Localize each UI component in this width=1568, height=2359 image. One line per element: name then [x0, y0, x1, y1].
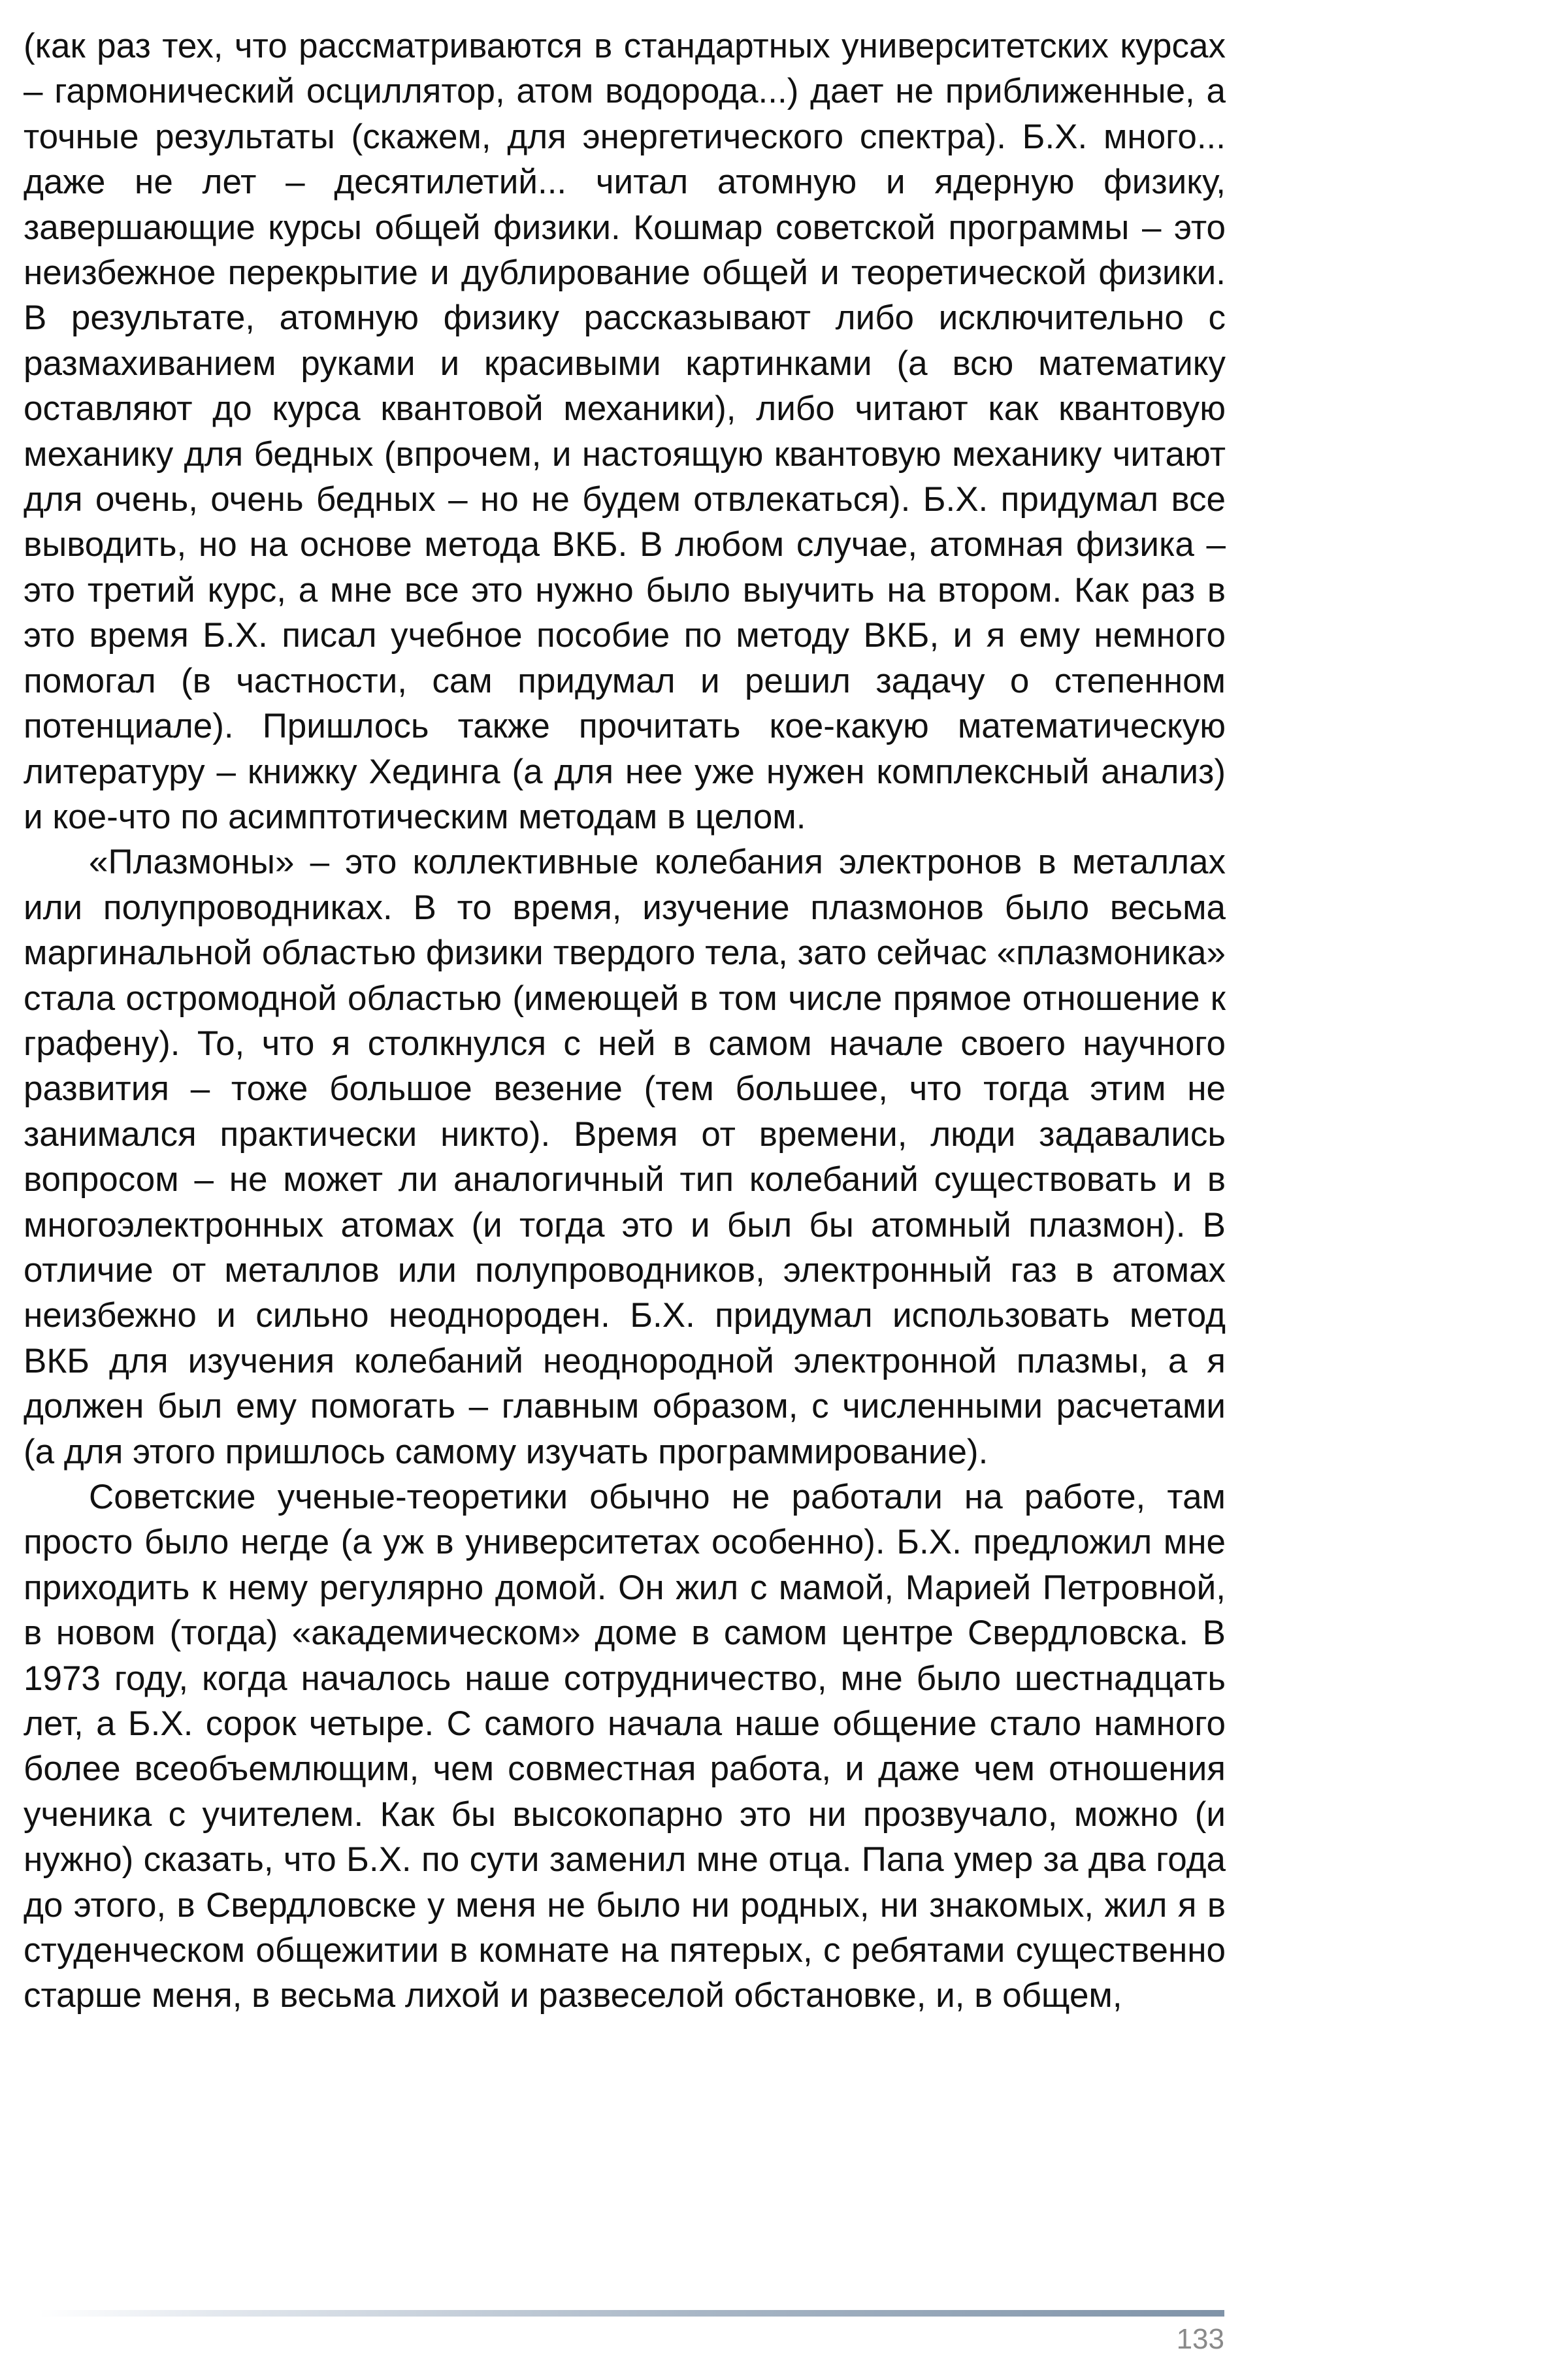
page-body — [24, 24, 1226, 2019]
paragraph-1: (как раз тех, что рассматриваются в стандартных университетских курсах – гармонический осциллятор, атом водорода...) дает не приближенные, а точные результаты (скажем, для энергетического спектра). Б.Х. много... даже не лет – десятилетий... читал атомную и ядерную физику, завершающие курсы общей физики. Кошмар советской программы – это неизбежное перекрытие и дублирование общей и теоретической физики. В результате, атомную физику рассказывают либо исключительно с размахиванием руками и красивыми картинками (а всю математику оставляют до курса квантовой механики), либо читают как квантовую механику для бедных (впрочем, и настоящую квантовую механику читают для очень, очень бедных – но не будем отвлекаться). Б.Х. придумал все выводить, но на основе метода ВКБ. В любом случае, атомная физика – это третий курс, а мне все это нужно было выучить на втором. Как раз в это время Б.Х. писал учебное пособие по методу ВКБ, и я ему немного помогал (в частности, сам придумал и решил задачу о степенном потенциале). Пришлось также прочитать кое-какую математическую литературу – книжку Хединга (а для нее уже нужен комплексный анализ) и кое-что по асимптотическим методам в целом. — [24, 27, 1226, 836]
paragraph-3: Советские ученые-теоретики обычно не работали на работе, там просто было негде (а уж в университетах особенно). Б.Х. предложил мне приходить к нему регулярно домой. Он жил с мамой, Марией Петровной, в новом (тогда) «академическом» доме в самом центре Свердловска. В 1973 году, когда началось наше сотрудничество, мне было шестнадцать лет, а Б.Х. сорок четыре. С самого начала наше общение стало намного более всеобъемлющим, чем совместная работа, и даже чем отношения ученика с учителем. Как бы высокопарно это ни прозвучало, можно (и нужно) сказать, что Б.Х. по сути заменил мне отца. Папа умер за два года до этого, в Свердловске у меня не было ни родных, ни знакомых, жил я в студенческом общежитии в комнате на пятерых, с ребятами существенно старше меня, в весьма лихой и развеселой обстановке, и, в общем, — [24, 1478, 1226, 2015]
footer-rule — [39, 2310, 1224, 2317]
paragraph-2: «Плазмоны» – это коллективные колебания электронов в металлах или полупроводниках. В то время, изучение плазмонов было весьма маргинальной областью физики твердого тела, зато сейчас «плазмоника» стала остромодной областью (имеющей в том числе прямое отношение к графену). То, что я столкнулся с ней в самом начале своего научного развития – тоже большое везение (тем большее, что тогда этим не занимался практически никто). Время от времени, люди задавались вопросом – не может ли аналогичный тип колебаний существовать и в многоэлектронных атомах (и тогда это и был бы атомный плазмон). В отличие от металлов или полупроводников, электронный газ в атомах неизбежно и сильно неоднороден. Б.Х. придумал использовать метод ВКБ для изучения колебаний неоднородной электронной плазмы, а я должен был ему помогать – главным образом, с численными расчетами (а для этого пришлось самому изучать программирование). — [24, 843, 1226, 1471]
page-number: 133 — [1176, 2323, 1224, 2355]
